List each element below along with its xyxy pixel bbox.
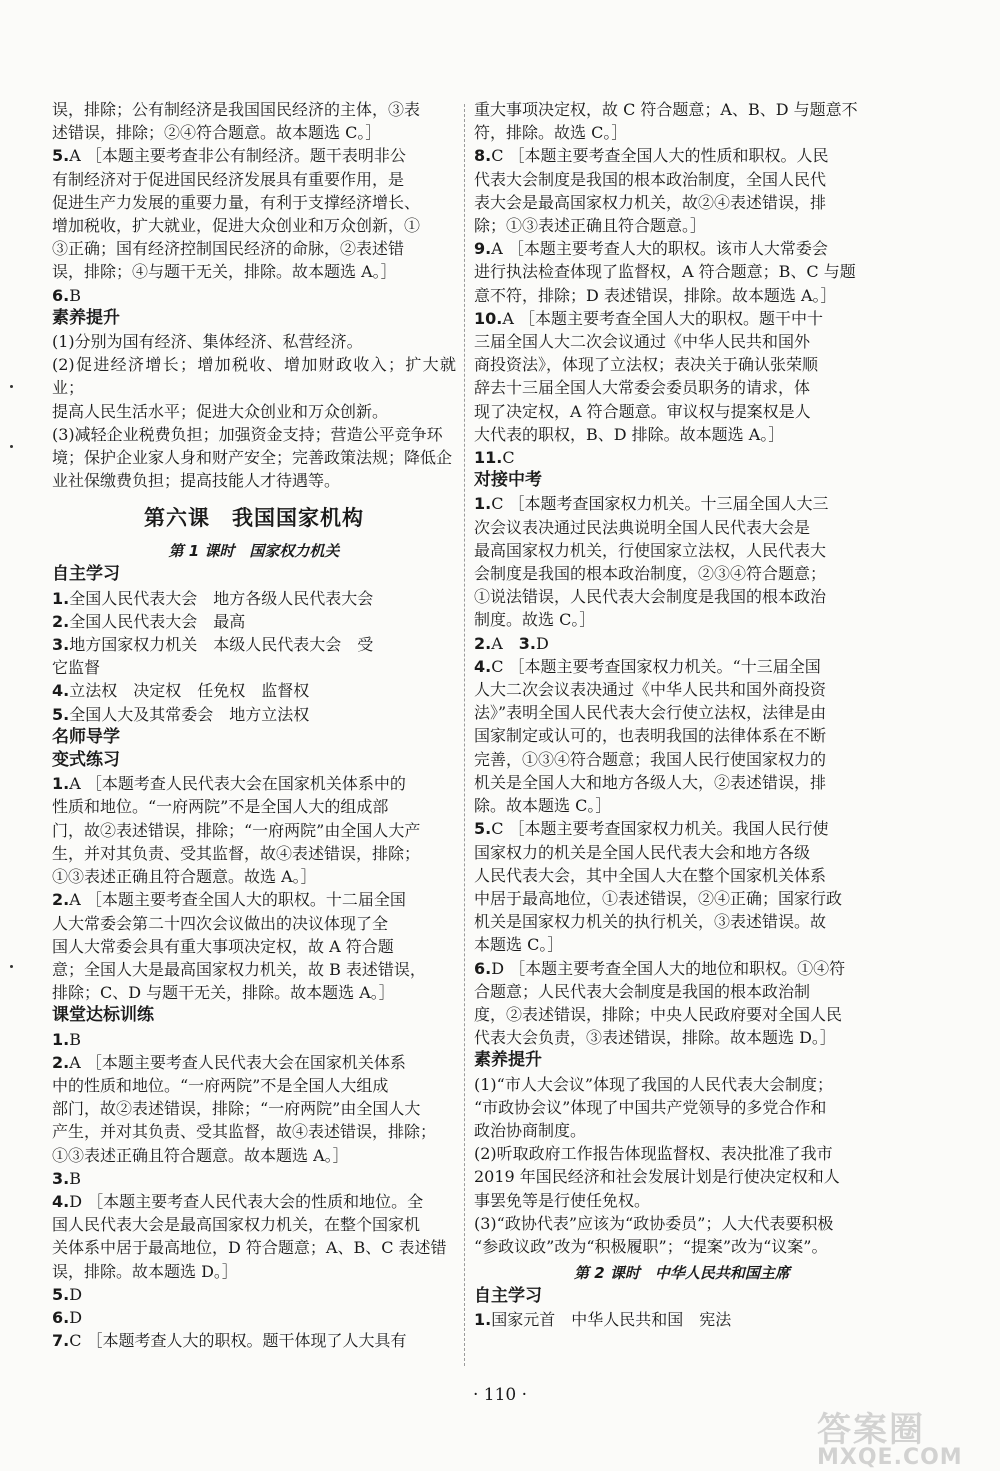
answer-line: ③正确；国有经济控制国民经济的命脉，②表述错: [52, 239, 405, 259]
answer-line: 机关是国家权力机关的执行机关，③表述错误。故: [474, 912, 827, 932]
section-heading: 自主学习: [52, 564, 120, 585]
answer-line: 大代表的职权，B、D 排除。故本题选 A。］: [474, 424, 785, 444]
answer-11: 11.C: [474, 448, 515, 468]
answer-line: 门，故②表述错误，排除；“一府两院”由全国人大产: [52, 820, 421, 840]
answer-line: 代表大会制度是我国的根本政治制度，全国人民代: [474, 169, 827, 189]
answer-line: 国人大常委会具有重大事项决定权，故 A 符合题: [52, 936, 394, 956]
lesson-title: 第六课 我国国家机构: [144, 506, 364, 531]
answer-line: “参政议政”改为“积极履职”；“提案”改为“议案”。: [474, 1236, 828, 1256]
answer-10: 10.A ［本题主要考查全国人大的职权。题干中十: [474, 308, 823, 328]
answer-line: 2019 年国民经济和社会发展计划是行使决定权和人: [474, 1167, 840, 1187]
answer-line: 关体系中居于最高地位，D 符合题意；A、B、C 表述错: [52, 1238, 447, 1258]
answer-2-3: 2.A 3.D: [474, 633, 549, 653]
list-item: 3.地方国家权力机关 本级人民代表大会 受: [52, 635, 374, 655]
answer-line: 除；①③表述正确且符合题意。］: [474, 216, 707, 236]
answer-line: 完善，①③④符合题意；我国人民行使国家权力的: [474, 749, 827, 769]
section-heading: 名师导学: [52, 726, 120, 747]
answer-line: (2)促进经济增长；增加税收、增加财政收入；扩大就业；: [52, 355, 456, 398]
answer-line: 政治协商制度。: [474, 1120, 587, 1140]
answer-line: 排除；C、D 与题干无关，排除。故本题选 A。］: [52, 983, 395, 1003]
period-title: 第 2 课时 中华人民共和国主席: [574, 1264, 790, 1283]
answer-line: 表大会是最高国家权力机关，故②④表述错误，排: [474, 192, 827, 212]
answer-line: 提高人民生活水平；促进大众创业和万众创新。: [52, 401, 389, 421]
answer-line: (3)减轻企业税费负担；加强资金支持；营造公平竞争环: [52, 424, 443, 444]
answer-line: 制度。故选 C。］: [474, 610, 596, 630]
answer-line: 机关是全国人大和地方各级人大，②表述错误，排: [474, 772, 827, 792]
list-item: 1.国家元首 中华人民共和国 宪法: [474, 1310, 732, 1330]
answer-line: 次会议表决通过民法典说明全国人民代表大会是: [474, 517, 811, 537]
answer-7: 7.C ［本题考查人大的职权。题干体现了人大具有: [52, 1331, 407, 1351]
answer-line: 产生，并对其负责、受其监督，故④表述错误，排除；: [52, 1122, 437, 1142]
continuation-line: 误，排除；公有制经济是我国国民经济的主体，③表: [52, 100, 421, 119]
answer-line: 部门，故②表述错误，排除；“一府两院”由全国人大: [52, 1099, 421, 1119]
scan-speck: [10, 445, 13, 448]
answer-line: 现了决定权，A 符合题意。审议权与提案权是人: [474, 401, 811, 421]
answer-line: 商投资法》，体现了立法权；表决关于确认张荣顺: [474, 355, 819, 375]
list-item: 1.全国人民代表大会 地方各级人民代表大会: [52, 588, 374, 608]
section-heading: 变式练习: [52, 750, 120, 771]
answer-line: 增加税收，扩大就业，促进大众创业和万众创新，①: [52, 216, 421, 236]
continuation-line: 符，排除。故选 C。］: [474, 123, 628, 143]
answer-6: 6.B: [52, 285, 81, 305]
answer-line: “市政协会议”体现了中国共产党领导的多党合作和: [474, 1097, 827, 1117]
answer-line: 国人民代表大会是最高国家权力机关，在整个国家机: [52, 1215, 421, 1235]
answer-line: 本题选 C。］: [474, 935, 564, 955]
continuation-line: 重大事项决定权，故 C 符合题意；A、B、D 与题意不: [474, 100, 858, 119]
answer-3: 3.B: [52, 1168, 81, 1188]
list-item: 2.全国人民代表大会 最高: [52, 611, 246, 631]
answer-line: 辞去十三届全国人大常委会委员职务的请求，体: [474, 378, 811, 398]
right-column: [474, 98, 890, 1332]
answer-line: (2)听取政府工作报告体现监督权、表决批准了我市: [474, 1144, 833, 1164]
list-item: 4.立法权 决定权 任免权 监督权: [52, 681, 310, 701]
answer-line: 性质和地位。“一府两院”不是全国人大的组成部: [52, 797, 389, 817]
answer-4: 4.C ［本题主要考查国家权力机关。“十三届全国: [474, 656, 821, 676]
answer-2: 2.A ［本题主要考查全国人大的职权。十二届全国: [52, 890, 406, 910]
answer-line: (3)“政协代表”应该为“政协委员”；人大代表要积极: [474, 1213, 834, 1233]
answer-line: ①③表述正确且符合题意。故选 A。］: [52, 867, 317, 887]
answer-line: 法》”表明全国人民代表大会行使立法权，法律是由: [474, 703, 827, 723]
answer-line: 误，排除；④与题干无关，排除。故本题选 A。］: [52, 262, 397, 282]
answer-4: 4.D ［本题主要考查人民代表大会的性质和地位。全: [52, 1191, 424, 1211]
answer-1: 1.C ［本题考查国家权力机关。十三届全国人大三: [474, 494, 829, 514]
watermark-text: 答案圈: [817, 1410, 925, 1450]
answer-5: 5.A ［本题主要考查非公有制经济。题干表明非公: [52, 146, 406, 166]
answer-line: 误，排除。故本题选 D。］: [52, 1261, 238, 1281]
answer-5: 5.D: [52, 1284, 83, 1304]
watermark-url: MXQE.COM: [817, 1445, 963, 1470]
left-column: [52, 98, 456, 1352]
answer-line: 除。故本题选 C。］: [474, 796, 612, 816]
answer-6: 6.D ［本题主要考查全国人大的地位和职权。①④符: [474, 958, 846, 978]
section-heading: 课堂达标训练: [52, 1005, 154, 1026]
answer-1: 1.A ［本题考查人民代表大会在国家机关体系中的: [52, 774, 406, 794]
page-number: · 110 ·: [472, 1385, 528, 1405]
answer-line: 度，②表述错误，排除；中央人民政府要对全国人民: [474, 1004, 843, 1024]
answer-line: 中的性质和地位。“一府两院”不是全国人大组成: [52, 1075, 389, 1095]
answer-6: 6.D: [52, 1307, 83, 1327]
answer-line: 最高国家权力机关，行使国家立法权，人民代表大: [474, 540, 827, 560]
answer-8: 8.C ［本题主要考查全国人大的性质和职权。人民: [474, 146, 829, 166]
answer-line: 事罢免等是行使任免权。: [474, 1190, 651, 1210]
watermark-logo: [817, 1402, 982, 1470]
answer-line: 合题意；人民代表大会制度是我国的根本政治制: [474, 981, 811, 1001]
section-heading: 对接中考: [474, 470, 542, 491]
section-heading: 素养提升: [474, 1050, 542, 1071]
answer-line: 生，并对其负责、受其监督，故④表述错误，排除；: [52, 843, 421, 863]
answer-line: 国家权力的机关是全国人民代表大会和地方各级: [474, 842, 811, 862]
answer-line: 国家制定或认可的，也表明我国的法律体系在不断: [474, 726, 827, 746]
answer-line: 促进生产力发展的重要力量，有利于支撑经济增长、: [52, 192, 421, 212]
answer-line: 有制经济对于促进国民经济发展具有重要作用，是: [52, 169, 405, 189]
answer-9: 9.A ［本题主要考查人大的职权。该市人大常委会: [474, 239, 828, 259]
answer-line: 业社保缴费负担；提高技能人才待遇等。: [52, 471, 341, 491]
answer-line: (1)“市人大会议”体现了我国的人民代表大会制度；: [474, 1074, 834, 1094]
list-item-cont: 它监督: [52, 658, 101, 678]
answer-line: 境；保护企业家人身和财产安全；完善政策法规；降低企: [52, 448, 453, 468]
answer-line: 会制度是我国的根本政治制度，②③④符合题意；: [474, 564, 827, 584]
answer-line: 意；全国人大是最高国家权力机关，故 B 表述错误，: [52, 959, 426, 979]
scan-speck: [10, 965, 13, 968]
section-heading: 素养提升: [52, 307, 120, 328]
section-heading: 自主学习: [474, 1286, 542, 1307]
answer-line: 人大常委会第二十四次会议做出的决议体现了全: [52, 913, 389, 933]
answer-1: 1.B: [52, 1029, 81, 1049]
answer-line: 进行执法检查体现了监督权，A 符合题意；B、C 与题: [474, 262, 856, 282]
answer-line: 人民代表大会，其中全国人大在整个国家机关体系: [474, 865, 827, 885]
continuation-line: 述错误，排除；②④符合题意。故本题选 C。］: [52, 123, 382, 143]
answer-line: 三届全国人大二次会议通过《中华人民共和国外: [474, 332, 811, 352]
answer-5: 5.C ［本题主要考查国家权力机关。我国人民行使: [474, 819, 829, 839]
answer-line: (1)分别为国有经济、集体经济、私营经济。: [52, 332, 363, 352]
answer-line: 人大二次会议表决通过《中华人民共和国外商投资: [474, 680, 827, 700]
list-item: 5.全国人大及其常委会 地方立法权: [52, 704, 310, 724]
answer-line: ①③表述正确且符合题意。故本题选 A。］: [52, 1145, 349, 1165]
answer-line: 代表大会负责，③表述错误，排除。故本题选 D。］: [474, 1028, 836, 1048]
scan-speck: [10, 385, 13, 388]
answer-line: 意不符，排除；D 表述错误，排除。故本题选 A。］: [474, 285, 837, 305]
answer-2: 2.A ［本题主要考查人民代表大会在国家机关体系: [52, 1052, 406, 1072]
answer-line: ①说法错误，人民代表大会制度是我国的根本政治: [474, 587, 827, 607]
column-divider: [464, 104, 465, 1366]
answer-line: 中居于最高地位，①表述错误，②④正确；国家行政: [474, 888, 843, 908]
period-title: 第 1 课时 国家权力机关: [168, 542, 340, 561]
